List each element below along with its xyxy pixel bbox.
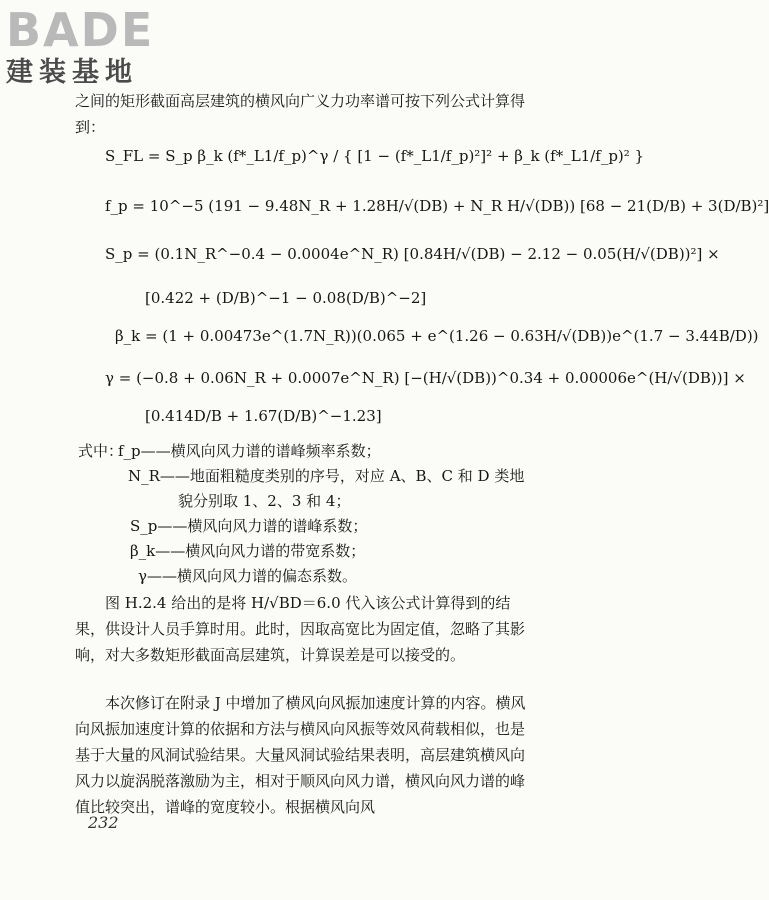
logo-subtitle: 建装基地 — [6, 57, 138, 88]
brand-logo — [6, 4, 176, 88]
intro-paragraph: 之间的矩形截面高层建筑的横风向广义力功率谱可按下列公式计算得到： — [75, 92, 526, 136]
def-nr-line2: 貌分别取 1、2、3 和 4； — [178, 492, 351, 510]
def-sp: S_p——横风向风力谱的谱峰系数； — [130, 517, 368, 535]
def-nr-line1: N_R——地面粗糙度类别的序号，对应 A、B、C 和 D 类地 — [128, 467, 525, 485]
logo-brand-text: BADE — [6, 3, 155, 57]
formula-sfl: S_FL = S_p β_k (f*_L1/f_p)^γ / { [1 − (f*_L1/f_p)²]² + β_k (f*_L1/f_p)² } — [105, 147, 645, 165]
formula-sp-line2: [0.422 + (D/B)^−1 − 0.08(D/B)^−2] — [145, 289, 427, 307]
defs-label: 式中： — [78, 442, 124, 460]
paragraph-revision: 本次修订在附录 J 中增加了横风向风振加速度计算的内容。横风向风振加速度计算的依据和方法与横风向风振等效风荷载相似，也是基于大量的风洞试验结果。大量风洞试验结果表明，高层建筑横风向风力以旋涡脱落激励为主，相对于顺风向风力谱，横风向风力谱的峰值比较突出，谱峰的宽度较小。根据横风向风 — [75, 694, 526, 816]
formula-bk: β_k = (1 + 0.00473e^(1.7N_R))(0.065 + e^(1.26 − 0.63H/√(DB))e^(1.7 − 3.44B/D)) — [115, 327, 759, 345]
formula-sp-line1: S_p = (0.1N_R^−0.4 − 0.0004e^N_R) [0.84H/√(DB) − 2.12 − 0.05(H/√(DB))²] × — [105, 245, 720, 263]
formula-fp: f_p = 10^−5 (191 − 9.48N_R + 1.28H/√(DB) + N_R H/√(DB)) [68 − 21(D/B) + 3(D/B)²] — [105, 197, 769, 215]
paragraph-explanation: 图 H.2.4 给出的是将 H/√BD＝6.0 代入该公式计算得到的结果，供设计人员手算时用。此时，因取高宽比为固定值，忽略了其影响，对大多数矩形截面高层建筑，计算误差是可以接受的。 — [75, 594, 526, 664]
formula-gamma-line2: [0.414D/B + 1.67(D/B)^−1.23] — [145, 407, 382, 425]
formula-gamma-line1: γ = (−0.8 + 0.06N_R + 0.0007e^N_R) [−(H/√(DB))^0.34 + 0.00006e^(H/√(DB))] × — [105, 369, 746, 387]
page-number: 232 — [88, 813, 119, 832]
def-fp: f_p——横风向风力谱的谱峰频率系数； — [118, 442, 381, 460]
def-bk: β_k——横风向风力谱的带宽系数； — [130, 542, 366, 560]
def-gamma: γ——横风向风力谱的偏态系数。 — [138, 567, 357, 585]
